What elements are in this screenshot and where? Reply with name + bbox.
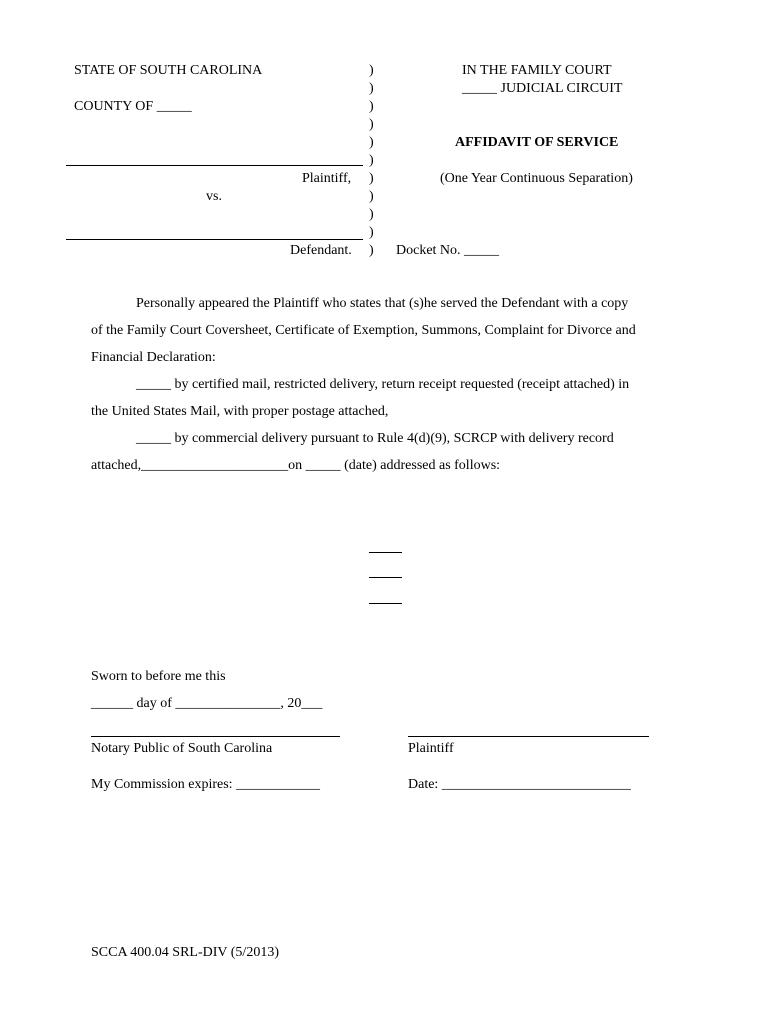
plaintiff-signature-label: Plaintiff bbox=[408, 741, 454, 756]
caption-divider: ) bbox=[369, 81, 374, 96]
caption-divider: ) bbox=[369, 99, 374, 114]
county-label: COUNTY OF _____ bbox=[74, 99, 192, 114]
caption-divider: ) bbox=[369, 225, 374, 240]
date-field[interactable]: Date: ___________________________ bbox=[408, 777, 631, 792]
caption-divider: ) bbox=[369, 171, 374, 186]
versus-label: vs. bbox=[206, 189, 222, 204]
defendant-name-line[interactable] bbox=[66, 239, 363, 240]
caption-divider: ) bbox=[369, 207, 374, 222]
body-paragraph-line: Personally appeared the Plaintiff who states that (s)he served the Defendant with a copy bbox=[136, 296, 629, 311]
sworn-date-line[interactable]: ______ day of _______________, 20___ bbox=[91, 696, 323, 711]
notary-label: Notary Public of South Carolina bbox=[91, 741, 273, 756]
state-label: STATE OF SOUTH CAROLINA bbox=[74, 63, 263, 78]
commercial-delivery-option[interactable]: _____ by commercial delivery pursuant to Rule 4(d)(9), SCRCP with delivery record bbox=[136, 431, 614, 446]
body-paragraph-line: Financial Declaration: bbox=[91, 350, 216, 365]
certified-mail-option[interactable]: _____ by certified mail, restricted delivery, return receipt requested (receipt attached) in bbox=[136, 377, 630, 392]
circuit-label: _____ JUDICIAL CIRCUIT bbox=[462, 81, 623, 96]
body-paragraph-line: of the Family Court Coversheet, Certificate of Exemption, Summons, Complaint for Divorce and bbox=[91, 323, 636, 338]
plaintiff-signature-line[interactable] bbox=[408, 736, 649, 737]
document-title: AFFIDAVIT OF SERVICE bbox=[455, 135, 619, 150]
caption-divider: ) bbox=[369, 117, 374, 132]
defendant-caption-label: Defendant. bbox=[290, 243, 352, 258]
plaintiff-name-line[interactable] bbox=[66, 165, 363, 166]
plaintiff-caption-label: Plaintiff, bbox=[302, 171, 352, 186]
commercial-delivery-option-cont: attached,_____________________on _____ (date) addressed as follows: bbox=[91, 458, 501, 473]
document-subtitle: (One Year Continuous Separation) bbox=[440, 171, 633, 186]
caption-divider: ) bbox=[369, 189, 374, 204]
caption-divider: ) bbox=[369, 63, 374, 78]
notary-signature-line[interactable] bbox=[91, 736, 340, 737]
address-line[interactable] bbox=[369, 577, 402, 578]
address-line[interactable] bbox=[369, 552, 402, 553]
form-identifier: SCCA 400.04 SRL-DIV (5/2013) bbox=[91, 945, 279, 960]
caption-divider: ) bbox=[369, 153, 374, 168]
docket-number: Docket No. _____ bbox=[396, 243, 500, 258]
address-line[interactable] bbox=[369, 603, 402, 604]
caption-divider: ) bbox=[369, 135, 374, 150]
certified-mail-option-cont: the United States Mail, with proper postage attached, bbox=[91, 404, 389, 419]
caption-divider: ) bbox=[369, 243, 374, 258]
sworn-statement: Sworn to before me this bbox=[91, 669, 226, 684]
court-label: IN THE FAMILY COURT bbox=[462, 63, 612, 78]
commission-expires-field[interactable]: My Commission expires: ____________ bbox=[91, 777, 321, 792]
